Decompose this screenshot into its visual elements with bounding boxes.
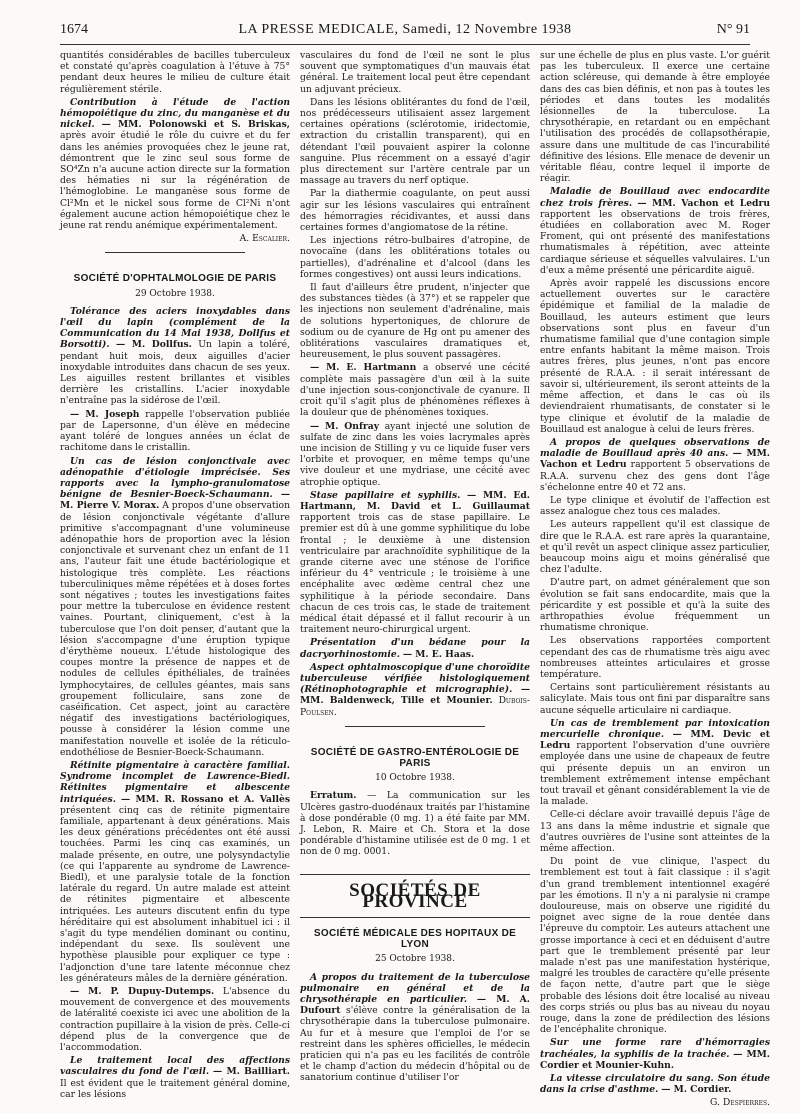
article-authors: — M. Cordier. [661,1084,732,1096]
paragraph: quantités considérables de bacilles tuberculeux et constaté qu'après coagulation à l'étuve à 75° pendant deux heures le milieu de culture était régulièrement stérile. [60,50,290,95]
article [60,986,290,1053]
paragraph: vasculaires du fond de l'œil ne sont le plus souvent que symptomatiques d'un mauvais état général. Le traitement local peut être cependant un adjuvant précieux. [300,50,530,95]
paragraph: D'autre part, on admet généralement que son évolution se fait sans endocardite, mais que la péricardite y est possible et qu'à la suite des arthropathies évolue fréquemment un rhumatisme chronique. [540,577,770,634]
paragraph: Certains sont particulièrement résistants au salicylate. Mais tous ont fini par disparaître sans aucune séquelle articulaire ni cardiaque. [540,682,770,716]
article-authors: — M. A. Dufourt [300,994,531,1017]
section-divider [105,252,245,253]
article-authors: — MM. Cordier et Mounier-Kuhn. [540,1048,770,1071]
article [300,790,530,857]
signature: A. Escalier. [239,233,290,245]
article-title: Le traitement local des affections vasculaires du fond de l'œil. [60,1055,290,1078]
article-authors: — M. Onfray [310,420,380,432]
page-header [60,22,750,42]
article-text: a observé une cécité complète mais passagère d'un œil à la suite d'une injection sous-conjonctivale de cyanure. Il croit qu'il s'agit plus de phénomènes réflexes à la douleur que de phénomènes toxiques. [300,362,531,419]
article [540,186,770,276]
article [60,456,290,758]
article-title: Contribution à l'étude de l'action hémopoiétique du zinc, du manganèse et du nickel. [60,96,290,131]
paragraph: Les observations rapportées comportent cependant des cas de rhumatisme très aigu avec nombreuses atteintes articulaires et grosse température. [540,635,770,680]
paragraph: Il faut d'ailleurs être prudent, n'injecter que des substances tièdes (à 37°) et se rappeler que les injections non seulement d'adrénaline, mais de solutions hypertoniques, de chlorure de sodium ou de cyanure de Hg ont pu amener des oblitérations vasculaires dramatiques et, heureusement, le plus souvent passagères. [300,282,530,361]
article-title: Un cas de lésion conjonctivale avec adénopathie d'étiologie imprécisée. Ses rapports avec la lympho-granulomatose bénigne de Besnier-Boeck-Schaumann. [60,455,290,501]
article-text: ayant injecté une solution de sulfate de zinc dans les voies lacrymales après une incision de Stilling y vu ce liquide fuser vers l'orbite et provoquer, en même temps qu'une vive douleur et une mydriase, une cécité avec atrophie optique. [300,420,531,488]
article-authors: — MM. Polonowski et S. Briskas, [101,119,290,131]
paragraph: Après avoir rappelé les discussions encore actuellement ouvertes sur le caractère épidémique et familial de la maladie de Bouillaud, les auteurs estiment que leurs observations sont plus en faveur d'un rhumatisme familial que d'une contagion simple entre enfants habitant la même maison. Trois autres frères, plus jeunes, n'ont pas encore présenté de R.A.A. : il serait intéressant de savoir si, ultérieurement, ils seront atteints de la même affection, et dans le cas où ils deviendraient rhumatisants, de constater si le type clinique et évolutif de la maladie de Bouillaud est analogue à celui de leurs frères. [540,278,770,435]
section-date: 10 Octobre 1938. [375,773,455,784]
article [60,760,290,984]
header-rule [60,44,750,45]
journal-title: LA PRESSE MEDICALE, Samedi, 12 Novembre 1938 [238,22,572,37]
article-text: après avoir étudié le rôle du cuivre et du fer dans les anémies provoquées chez le jeune rat, démontrent que le zinc seul sous forme de SO⁴Zn n'a aucune action directe sur la formation des hématies ni sur la régénération de l'hémoglobine. Le manganèse sous forme de Cl²Mn et le nickel sous forme de Cl²Ni n'ont également aucune action hémopoiétique chez le jeune rat rendu anémique expérimentalement. [60,130,290,232]
article-text: rappelle l'observation publiée par de Lapersonne, d'un élève en médecine ayant toléré de longues années un éclat de rachitome dans le cristallin. [60,408,290,454]
section-title: SOCIÉTÉ MÉDICALE DES HOPITAUX DE LYON [313,928,517,951]
article-authors: — M. P. Dupuy-Dutemps. [70,986,215,998]
paragraph: Les auteurs rappellent qu'il est classique de dire que le R.A.A. est rare après la quarantaine, et qu'il revêt un aspect clinique assez particulier, beaucoup moins aigu et moins généralisé que chez l'adulte. [540,519,770,576]
article-title: Tolérance des aciers inoxydables dans l'œil du lapin (complément de la Communication du 14 Mai 1938, Dollfus et Borsotti). [60,305,290,351]
article-text: L'absence du mouvement de convergence et des mouvements de latéralité coexiste ici avec une abolition de la contraction pupillaire à la vision de près. Celle-ci dépend plus de la convergence que de l'accommodation. [60,986,290,1054]
article-text: rapportent 5 observations de R.A.A. survenu chez des gens dont l'âge s'échelonne entre 40 et 72 ans. [540,459,770,493]
article-text: Il est évident que le traitement général domine, car les lésions [60,1077,290,1100]
article [60,306,290,407]
page-number: 1674 [60,22,88,37]
article-title: Stase papillaire et syphilis. [310,489,461,501]
article-text: rapportent l'observation d'une ouvrière employée dans une usine de chapeaux de feutre qui présente depuis un an environ un tremblement extrêmement intense empêchant tout travail et gênant considérablement la vie de la malade. [540,740,770,808]
signature: Dubois-Poulsen. [300,695,531,718]
article [540,437,770,493]
section-divider [345,726,485,727]
article-title: A propos du traitement de la tuberculose pulmonaire en général et de la chrysothérapie en particulier. [300,971,530,1006]
article [540,1037,770,1071]
section-date: 29 Octobre 1938. [135,288,215,299]
paragraph: Les injections rétro-bulbaires d'atropine, de novocaïne (dans les oblitérations totales ou partielles), d'adrénaline et d'alcool (dans les formes congestives) ont aussi leurs indications. [300,235,530,280]
column-1 [60,50,290,1102]
section-date: 25 Octobre 1938. [375,954,455,965]
issue-number: N° 91 [716,22,750,37]
article-text: s'élève contre la généralisation de la chrysothérapie dans la tuberculose pulmonaire. Au fur et à mesure que l'emploi de l'or se restreint dans les sphères officielles, le médecin praticien qui n'a pas eu les facilités de contrôle et le champ d'action du médecin d'hôpital ou de sanatorium continue d'utiliser l'or [300,1005,530,1084]
article-authors: — MM. Vachon et Ledru [540,448,771,471]
article-title: Aspect ophtalmoscopique d'une choroïdite tuberculeuse vérifiée histologiquement (Rétinophotographie et micrographie). [300,661,530,696]
article-title: Maladie de Bouillaud avec endocardite chez trois frères. [540,186,770,209]
paragraph: Par la diathermie coagulante, on peut aussi agir sur les lésions vasculaires qui entraînent des hémorragies récidivantes, et aussi dans certaines formes d'angiomatose de la rétine. [300,188,530,234]
article [300,490,530,636]
article-authors: — MM. Vachon et Ledru [637,197,770,209]
article-title: La vitesse circulatoire du sang. Son étude dans la crise d'asthme. [540,1073,770,1096]
section-title: SOCIÉTÉ D'OPHTALMOLOGIE DE PARIS [73,273,277,285]
column-2 [300,50,530,1086]
article-title: A propos de quelques observations de maladie de Bouillaud après 40 ans. [540,436,770,460]
article-text: rapportent trois cas de stase papillaire. Le premier est dû à une gomme syphilitique du lobe frontal ; le deuxième à une distension ventriculaire par arachnoïdite syphilitique de la grande citerne avec une sténose de l'orifice inférieur du 4° ventricule ; le troisième à une encéphalite avec œdème central chez une syphilitique à la période secondaire. Dans chacun de ces trois cas, le stade de traitement médical était dépassé et il fallut recourir à un traitement neuro-chirurgical urgent. [300,512,530,636]
paragraph: Le type clinique et évolutif de l'affection est assez analogue chez tous ces malades. [540,494,770,518]
article [60,409,290,454]
article-authors: — MM. Baldenweck, Tille et Mounier. [300,684,531,707]
signature: G. Despierres. [710,1097,770,1109]
article-authors: — MM. Ed. Hartmann, M. David et L. Guillaumat [300,489,530,512]
article-authors: — M. Pierre V. Morax. [60,489,290,512]
article-text: présentent cinq cas de rétinite pigmentaire familiale, appartenant à deux générations. Mais les deux générations précédentes ont été aussi touchées. Parmi les cinq cas examinés, un malade présente, en outre, une polysyndactylie (ce qui l'apparente au syndrome de Lawrence-Biedl), et une paralysie totale de la fonction latérale du regard. Un autre malade est atteint de rétinites pigmentaire et albescente intriquées. Les auteurs discutent enfin du type héréditaire qui est absolument inhabituel ici : il s'agit du type mendélien dominant ou continu, indépendant du sexe. Ils soulèvent une hypothèse plausible pour expliquer ce type : l'adjonction d'une tare latente méconnue chez les générateurs mâles de la dernière génération. [60,804,290,984]
article-title: Sur une forme rare d'hémorragies trachéales, la syphilis de la trachée. [540,1037,770,1060]
article [300,362,530,418]
article-text: A propos d'une observation de lésion conjonctivale végétante d'allure primitive s'accompagnant d'une volumineuse adénopathie hors de proportion avec la lésion conjonctivale et survenant chez un enfant de 11 ans, l'auteur fait une étude bactériologique et histologique très complète. Les réactions tuberculiniques même répétées et à doses fortes sont négatives ; toutes les investigations faites pour mettre la tuberculose en évidence restent vaines. Pourtant, cliniquement, c'est à la tuberculose que l'on doit penser, d'autant que la lésion s'accompagne d'une éruption typique d'érythème noueux. L'étude histologique des coupes montre la présence de nappes et de nodules de cellules épithéliales, de traînées lymphocytaires, de cellules géantes, mais sans groupement folliculaire, sans zone de caséification. Cet aspect, joint au caractère négatif des investigations bactériologiques, pousse à considérer la lésion comme une manifestation nouvelle et isolée de la réticulo-endothéliose de Besnier-Boeck-Schaumann. [60,500,290,758]
article-authors: — M. Joseph [70,408,140,420]
paragraph: Celle-ci déclare avoir travaillé depuis l'âge de 13 ans dans la même industrie et signale que d'autres ouvrières de l'usine sont atteintes de la même affection. [540,809,770,855]
column-3 [540,50,770,1113]
article [540,1073,770,1095]
article-authors: — M. Bailliart. [213,1066,290,1078]
paragraph: Du point de vue clinique, l'aspect du tremblement est tout à fait classique : il s'agit d'un grand tremblement intentionnel exagéré par les émotions. Il n'y a ni paralysie ni crampe douloureuse, mais on observe une rigidité du poignet avec signe de la roue dentée dans l'épreuve du comptoir. Les auteurs attachent une grosse importance à ceci et en déduisent d'autre part que le tremblement présenté par leur malade n'est pas une manifestation hystérique, malgré les troubles de caractère qu'elle présente de façon nette, d'autre part que le siège probable des lésions doit être localisé au niveau des corps striés ou plus bas au niveau du noyau rouge, dans la zone de prédilection des lésions de l'encéphalite chronique. [540,856,770,1036]
article-authors: — M. E. Haas. [402,648,475,660]
article-authors: — M. Dollfus. [115,339,192,351]
article-title: Rétinite pigmentaire à caractère familial. Syndrome incomplet de Lawrence-Biedl. Rétinites pigmentaire et albescente intriquées. [60,759,290,805]
article [60,97,290,231]
article-authors: — MM. R. Rossano et A. Vallès [120,793,290,805]
article [60,1055,290,1100]
article [300,637,530,659]
big-section-title: SOCIÉTÉS DE PROVINCE [300,874,530,918]
erratum-label: Erratum. [310,790,357,802]
article [300,972,530,1084]
article [300,421,530,488]
paragraph: sur une échelle de plus en plus vaste. L'or guérit pas les tuberculeux. Il exerce une certaine action scléreuse, qui demande à être employée dans des cas bien définis, et non pas à toutes les périodes et dans toutes les modalités lésionnelles de la tuberculose. La chrysothérapie, en retardant ou en empêchant l'utilisation des procédés de collapsothérapie, assure dans une multitude de cas l'incurabilité définitive des lésions. Elle menace de devenir un véritable fléau, contre lequel il importe de réagir. [540,50,770,185]
paragraph: Dans les lésions oblitérantes du fond de l'œil, nos prédécesseurs utilisaient assez largement certaines opérations (sclérotomie, iridectomie, extraction du cristallin transparent), qui en détendant l'œil pouvaient aspirer la colonne sanguine. Plus récemment on a essayé d'agir plus directement sur l'artère centrale par un massage au travers du nerf optique. [300,96,530,187]
erratum-text: — La communication sur les Ulcères gastro-duodénaux traités par l'histamine à dose pondérable (0 mg. 1) a été faite par MM. J. Lebon, R. Maire et Ch. Stora et la dose pondérable d'histamine utilisée est de 0 mg. 1 et non de 0 mg. 0001. [300,790,531,858]
section-title: SOCIÉTÉ DE GASTRO-ENTÉROLOGIE DE PARIS [310,746,520,769]
article-title: Présentation d'un bédane pour la dacryorhinostomie. [300,637,530,660]
article-text: Un lapin a toléré, pendant huit mois, deux aiguilles d'acier inoxydable introduites dans chacun de ses yeux. Les aiguilles restent brillantes et visibles derrière les cristallins. L'acier inoxydable n'entraîne pas la sidérose de l'œil. [60,339,290,407]
article-title: Un cas de tremblement par intoxication mercurielle chronique. [540,717,770,740]
article [540,718,770,808]
article-text: rapportent les observations de trois frères, étudiées en collaboration avec M. Roger Froment, qui ont présenté des manifestations rhumatismales à répétition, avec atteinte cardiaque sérieuse et séquelles valvulaires. L'un d'eux a même présenté une péricardite aiguë. [540,208,770,276]
article-authors: — M. E. Hartmann [310,362,417,374]
article [300,662,530,718]
article-authors: — MM. Devic et Ledru [540,728,770,752]
